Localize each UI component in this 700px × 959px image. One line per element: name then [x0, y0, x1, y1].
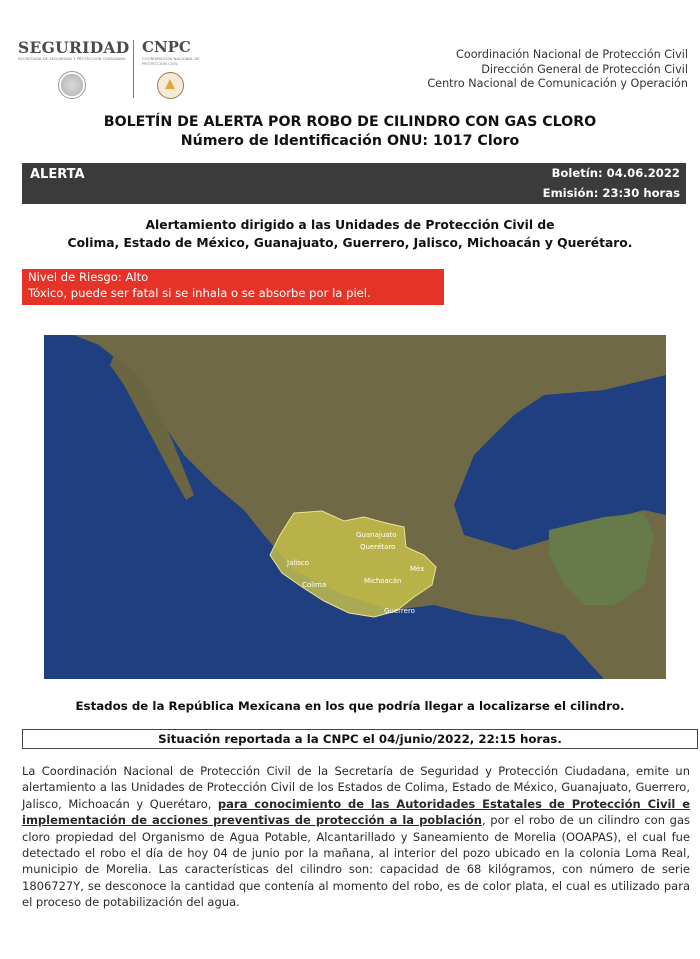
cnpc-logo-subtitle: COORDINACIÓN NACIONAL DE PROTECCIÓN CIVIL [142, 56, 200, 66]
seguridad-logo-title: SEGURIDAD [18, 38, 130, 57]
map-label-jalisco: Jalisco [287, 559, 310, 567]
map-caption: Estados de la República Mexicana en los que podría llegar a localizarse el cilindro. [75, 699, 625, 713]
national-seal-icon [58, 71, 86, 99]
situation-report: Situación reportada a la CNPC el 04/junio/2022, 22:15 horas. [22, 729, 698, 749]
body-text-part-1: La Coordinación Nacional de Protección Civil de la Secretaría de Seguridad y Protección Ciudadana, emite un alertamiento a las Unidades de Protección Civil de los Estados de Colima, Estado de México, Guanajuato, Guerrero, Jalisco, Michoacán y Querétaro, [22, 764, 690, 811]
map-label-edomex: Méx [410, 565, 425, 573]
body-text-part-2: , por el robo de un cilindro con gas cloro propiedad del Organismo de Agua Potable, Alcantarillado y Saneamiento de Morelia (OOAPAS), el cual fue detectado el robo el día de hoy 04 de junio por la mañana, al interior del pozo ubicado en la colonia Loma Real, municipio de Morelia. Las características del cilindro son: capacidad de 68 kilógramos, con número de serie 1806727Y, se desconoce la cantidad que contenía al momento del robo, es de color plata, el cual es utilizado para el proceso de potabilización del agua. [22, 813, 690, 910]
un-identification: Número de Identificación ONU: 1017 Cloro [180, 133, 520, 149]
body-text-emphasis: para conocimiento de las Autoridades Estatales de Protección Civil e implementación de acciones preventivas de protección a la población [22, 796, 691, 828]
emission-time: Emisión: 23:30 horas [542, 186, 680, 200]
mexico-map [44, 335, 666, 679]
alert-bar [22, 163, 686, 204]
bulletin-title: BOLETÍN DE ALERTA POR ROBO DE CILINDRO CON GAS CLORO [103, 114, 597, 130]
seguridad-logo-subtitle: SECRETARÍA DE SEGURIDAD Y PROTECCIÓN CIUDADANA [18, 56, 126, 61]
risk-level-box [22, 269, 444, 305]
alert-label: ALERTA [30, 167, 85, 182]
addressees-line-1: Alertamiento dirigido a las Unidades de Protección Civil de [145, 218, 555, 232]
map-graphic [44, 335, 666, 679]
map-label-michoacan: Michoacán [364, 577, 402, 585]
org-line-center: Centro Nacional de Comunicación y Operación [427, 77, 688, 91]
addressees-line-2: Colima, Estado de México, Guanajuato, Guerrero, Jalisco, Michoacán y Querétaro. [67, 236, 633, 250]
organization-block [427, 48, 688, 92]
document-header [0, 0, 700, 110]
risk-level: Nivel de Riesgo: Alto [28, 270, 149, 284]
org-line-direction: Dirección General de Protección Civil [481, 62, 688, 76]
bulletin-date: Boletín: 04.06.2022 [551, 166, 680, 180]
map-label-queretaro: Querétaro [360, 543, 396, 551]
logo-divider [133, 40, 134, 98]
map-label-guerrero: Guerrero [384, 607, 415, 615]
cnpc-logo-title: CNPC [142, 38, 191, 56]
org-line-coordination: Coordinación Nacional de Protección Civil [456, 48, 688, 61]
risk-description: Tóxico, puede ser fatal si se inhala o se absorbe por la piel. [28, 286, 371, 300]
civil-protection-emblem-icon [157, 72, 184, 99]
map-label-colima: Colima [302, 581, 327, 589]
body-paragraph [22, 763, 690, 911]
map-label-guanajuato: Guanajuato [356, 531, 397, 539]
